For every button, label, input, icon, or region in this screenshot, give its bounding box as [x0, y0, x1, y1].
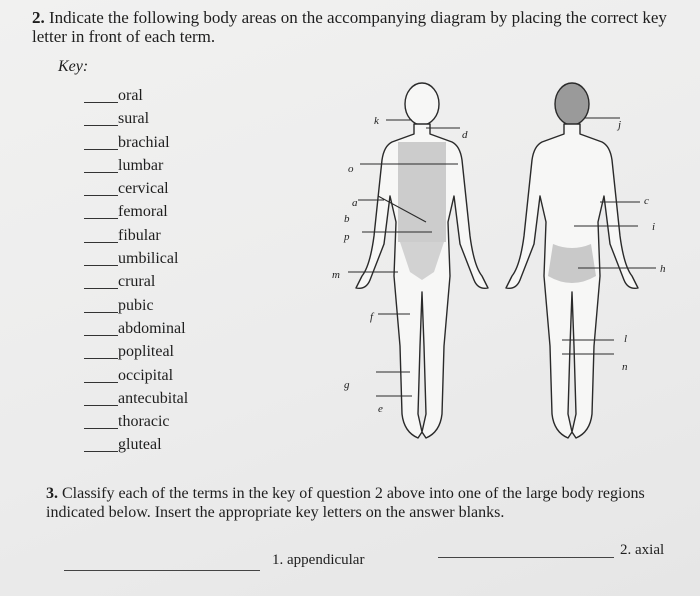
key-term: gluteal — [118, 436, 162, 454]
answer-blank[interactable] — [84, 358, 118, 359]
question-3 — [46, 484, 686, 522]
key-term: popliteal — [118, 343, 174, 361]
label-g: g — [344, 379, 350, 391]
label-a: a — [352, 197, 358, 209]
body-diagram — [322, 76, 682, 448]
answer-blank[interactable] — [84, 195, 118, 196]
answer-blank[interactable] — [84, 125, 118, 126]
key-row-cervical — [84, 179, 244, 202]
key-row-femoral — [84, 202, 244, 225]
key-term: cervical — [118, 180, 169, 198]
answer-blank[interactable] — [84, 149, 118, 150]
answer-blank[interactable] — [84, 288, 118, 289]
key-row-antecubital — [84, 389, 244, 412]
key-row-fibular — [84, 226, 244, 249]
answer-blank[interactable] — [84, 428, 118, 429]
key-term: crural — [118, 273, 156, 291]
question-2-text: Indicate the following body areas on the accompanying diagram by placing the correct key letter in front of each term. — [32, 8, 667, 46]
question-3-text: Classify each of the terms in the key of question 2 above into one of the large body regions indicated below. Insert the appropriate key letters on the answer blanks. — [46, 485, 645, 521]
key-row-sural — [84, 109, 244, 132]
label-e: e — [378, 403, 383, 415]
answer-blank[interactable] — [84, 102, 118, 103]
label-j: j — [618, 119, 622, 131]
key-row-occipital — [84, 366, 244, 389]
label-d: d — [462, 129, 468, 141]
axial-answer-line[interactable] — [438, 557, 614, 558]
answer-blank[interactable] — [84, 405, 118, 406]
key-term: lumbar — [118, 156, 164, 174]
label-m: m — [332, 269, 340, 281]
label-h: h — [660, 263, 666, 275]
label-l: l — [624, 333, 628, 345]
key-term: abdominal — [118, 319, 186, 337]
key-row-thoracic — [84, 412, 244, 435]
key-term-list — [84, 86, 244, 459]
appendicular-answer-line[interactable] — [64, 570, 260, 571]
answer-blank[interactable] — [84, 172, 118, 173]
front-trunk-shading — [398, 142, 446, 242]
label-f: f — [370, 311, 374, 323]
key-term: occipital — [118, 366, 174, 384]
question-2 — [32, 8, 682, 46]
key-term: fibular — [118, 226, 161, 244]
label-o: o — [348, 163, 354, 175]
key-term: thoracic — [118, 413, 170, 431]
key-term: femoral — [118, 203, 168, 221]
key-row-lumbar — [84, 156, 244, 179]
label-k: k — [374, 115, 379, 127]
answer-blank[interactable] — [84, 451, 118, 452]
answer-blank[interactable] — [84, 312, 118, 313]
label-p: p — [344, 231, 350, 243]
key-row-abdominal — [84, 319, 244, 342]
key-row-brachial — [84, 133, 244, 156]
key-row-crural — [84, 272, 244, 295]
key-term: sural — [118, 110, 150, 128]
label-b: b — [344, 213, 350, 225]
key-row-umbilical — [84, 249, 244, 272]
question-2-number: 2. — [32, 8, 45, 27]
key-heading: Key: — [58, 58, 89, 75]
label-c: c — [644, 195, 649, 207]
question-3-number: 3. — [46, 485, 58, 502]
front-head — [405, 83, 439, 125]
appendicular-label: 1. appendicular — [272, 552, 365, 568]
answer-blank[interactable] — [84, 242, 118, 243]
label-i: i — [652, 221, 656, 233]
answer-blank[interactable] — [84, 335, 118, 336]
label-n: n — [622, 361, 628, 373]
key-term: antecubital — [118, 389, 189, 407]
key-term: oral — [118, 87, 143, 104]
key-row-oral — [84, 86, 244, 109]
back-gluteal-shading — [548, 244, 596, 283]
axial-label: 2. axial — [620, 542, 665, 558]
back-head — [555, 83, 589, 125]
key-term: pubic — [118, 296, 154, 314]
key-row-gluteal — [84, 435, 244, 458]
answer-blank[interactable] — [84, 382, 118, 383]
answer-blank[interactable] — [84, 218, 118, 219]
key-row-popliteal — [84, 342, 244, 365]
answer-blank[interactable] — [84, 265, 118, 266]
key-term: umbilical — [118, 250, 179, 268]
key-row-pubic — [84, 296, 244, 319]
key-term: brachial — [118, 133, 170, 151]
